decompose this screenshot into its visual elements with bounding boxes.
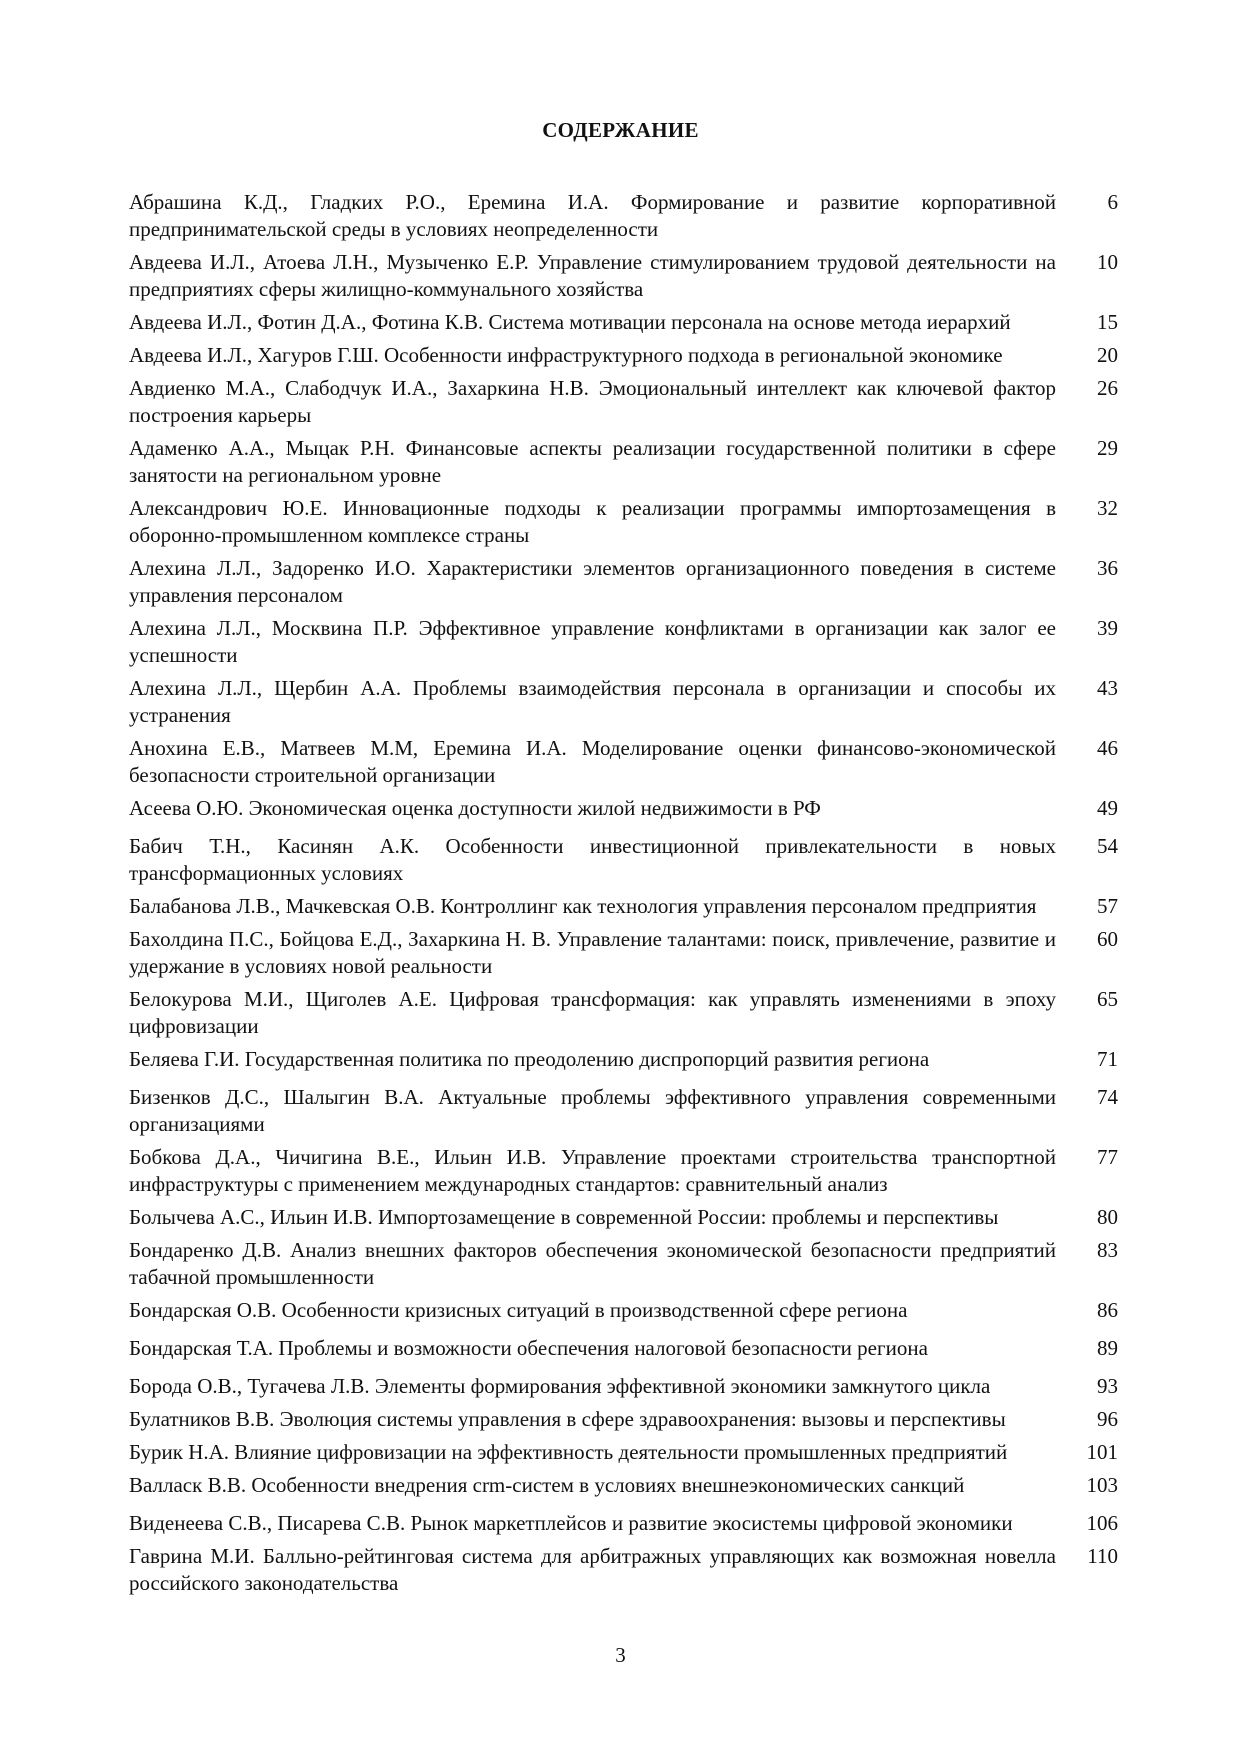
- toc-entry-text: Бондарская О.В. Особенности кризисных ситуаций в производственной сфере региона: [129, 1298, 908, 1322]
- page-title: СОДЕРЖАНИЕ: [542, 118, 699, 142]
- toc-entry: [129, 1204, 1124, 1231]
- toc-entry: [129, 1406, 1124, 1433]
- toc-entry-text: Анохина Е.В., Матвеев М.М, Еремина И.А. Моделирование оценки финансово-экономической безопасности строительной организации: [129, 736, 1056, 787]
- toc-entry-text: Виденеева С.В., Писарева С.В. Рынок маркетплейсов и развитие экосистемы цифровой экономики: [129, 1511, 1013, 1535]
- toc-entry-text: Алехина Л.Л., Москвина П.Р. Эффективное управление конфликтами в организации как залог ее успешности: [129, 616, 1056, 667]
- toc-entry-text: Алехина Л.Л., Щербин А.А. Проблемы взаимодействия персонала в организации и способы их устранения: [129, 676, 1056, 727]
- toc-entry-text: Авдеева И.Л., Атоева Л.Н., Музыченко Е.Р. Управление стимулированием трудовой деятельности на предприятиях сферы жилищно-коммунального хозяйства: [129, 250, 1056, 301]
- toc-entry: [129, 615, 1124, 669]
- toc-entry-page: 96: [1097, 1407, 1118, 1431]
- toc-entry-page: 106: [1086, 1511, 1118, 1535]
- toc-entry-page: 36: [1097, 556, 1118, 580]
- toc-entry: [129, 893, 1124, 920]
- toc-entry-text: Бахолдина П.С., Бойцова Е.Д., Захаркина Н. В. Управление талантами: поиск, привлечение, развитие и удержание в условиях новой реальности: [129, 927, 1056, 978]
- toc-entry-text: Балабанова Л.В., Мачкевская О.В. Контроллинг как технология управления персоналом предприятия: [129, 894, 1037, 918]
- toc-entry-text: Булатников В.В. Эволюция системы управления в сфере здравоохранения: вызовы и перспективы: [129, 1407, 1006, 1431]
- toc-entry-page: 39: [1097, 616, 1118, 640]
- toc-entry: [129, 1472, 1124, 1499]
- toc-entry-text: Бурик Н.А. Влияние цифровизации на эффективность деятельности промышленных предприятий: [129, 1440, 1008, 1464]
- toc-entry: [129, 1144, 1124, 1198]
- toc-entry-page: 74: [1097, 1085, 1118, 1109]
- toc-entry-page: 65: [1097, 987, 1118, 1011]
- toc-entry-text: Бондарская Т.А. Проблемы и возможности обеспечения налоговой безопасности региона: [129, 1336, 928, 1360]
- toc-entry-text: Бобкова Д.А., Чичигина В.Е., Ильин И.В. Управление проектами строительства транспортной инфраструктуры с применением международных стандартов: сравнительный анализ: [129, 1145, 1056, 1196]
- toc-entry: [129, 675, 1124, 729]
- toc-entry-page: 101: [1086, 1440, 1118, 1464]
- toc-entry: [129, 1510, 1124, 1537]
- toc-entry-text: Валласк В.В. Особенности внедрения crm-систем в условиях внешнеэкономических санкций: [129, 1473, 965, 1497]
- toc-entry-text: Борода О.В., Тугачева Л.В. Элементы формирования эффективной экономики замкнутого цикла: [129, 1374, 991, 1398]
- toc-entry-page: 54: [1097, 834, 1118, 858]
- toc-entry: [129, 435, 1124, 489]
- toc-entry: [129, 1297, 1124, 1324]
- toc-entry-page: 93: [1097, 1374, 1118, 1398]
- toc-entry: [129, 1084, 1124, 1138]
- toc-entry-text: Авдеева И.Л., Фотин Д.А., Фотина К.В. Система мотивации персонала на основе метода иерархий: [129, 310, 1011, 334]
- toc-entry: [129, 1237, 1124, 1291]
- toc-entry-page: 110: [1087, 1544, 1118, 1568]
- toc-entry: [129, 309, 1124, 336]
- toc-entry-page: 49: [1097, 796, 1118, 820]
- toc-entry-text: Болычева А.С., Ильин И.В. Импортозамещение в современной России: проблемы и перспективы: [129, 1205, 999, 1229]
- toc-entry-page: 103: [1086, 1473, 1118, 1497]
- toc-entry-page: 20: [1097, 343, 1118, 367]
- toc-entry-page: 71: [1097, 1047, 1118, 1071]
- toc-entry: [129, 189, 1124, 243]
- toc-entry-page: 60: [1097, 927, 1118, 951]
- toc-entry: [129, 926, 1124, 980]
- toc-entry-text: Авдеева И.Л., Хагуров Г.Ш. Особенности инфраструктурного подхода в региональной экономике: [129, 343, 1003, 367]
- toc-entry-page: 46: [1097, 736, 1118, 760]
- toc-entry: [129, 555, 1124, 609]
- toc-entry: [129, 342, 1124, 369]
- toc-entry-page: 15: [1097, 310, 1118, 334]
- toc-entry-text: Адаменко А.А., Мыцак Р.Н. Финансовые аспекты реализации государственной политики в сфере занятости на региональном уровне: [129, 436, 1056, 487]
- toc-entry-text: Абрашина К.Д., Гладких Р.О., Еремина И.А. Формирование и развитие корпоративной предпринимательской среды в условиях неопределенности: [129, 190, 1056, 241]
- toc-entry-text: Бабич Т.Н., Касинян А.К. Особенности инвестиционной привлекательности в новых трансформационных условиях: [129, 834, 1056, 885]
- toc-entry: [129, 1439, 1124, 1466]
- toc-entry-page: 43: [1097, 676, 1118, 700]
- toc-entry: [129, 375, 1124, 429]
- toc-entry: [129, 795, 1124, 822]
- toc-entry: [129, 986, 1124, 1040]
- toc-entry: [129, 249, 1124, 303]
- toc-entry-page: 57: [1097, 894, 1118, 918]
- toc-entry-page: 86: [1097, 1298, 1118, 1322]
- toc-entry-text: Гаврина М.И. Балльно-рейтинговая система для арбитражных управляющих как возможная новелла российского законодательства: [129, 1544, 1056, 1595]
- toc-entry-page: 83: [1097, 1238, 1118, 1262]
- toc-entry: [129, 735, 1124, 789]
- toc-entry: [129, 833, 1124, 887]
- toc-entry-text: Беляева Г.И. Государственная политика по преодолению диспропорций развития региона: [129, 1047, 930, 1071]
- toc-entry-page: 10: [1097, 250, 1118, 274]
- toc-entry-text: Бондаренко Д.В. Анализ внешних факторов обеспечения экономической безопасности предприятий табачной промышленности: [129, 1238, 1056, 1289]
- toc-entry-page: 29: [1097, 436, 1118, 460]
- table-of-contents: [129, 189, 1124, 1603]
- toc-entry-page: 77: [1097, 1145, 1118, 1169]
- toc-entry-text: Асеева О.Ю. Экономическая оценка доступности жилой недвижимости в РФ: [129, 796, 821, 820]
- toc-entry-page: 6: [1107, 190, 1118, 214]
- toc-entry-page: 32: [1097, 496, 1118, 520]
- toc-entry-page: 26: [1097, 376, 1118, 400]
- toc-entry: [129, 1046, 1124, 1073]
- toc-entry: [129, 1335, 1124, 1362]
- page-number: 3: [615, 1643, 626, 1667]
- toc-entry-text: Белокурова М.И., Щиголев А.Е. Цифровая трансформация: как управлять изменениями в эпоху цифровизации: [129, 987, 1056, 1038]
- toc-entry: [129, 495, 1124, 549]
- toc-entry-page: 80: [1097, 1205, 1118, 1229]
- toc-entry-text: Авдиенко М.А., Слабодчук И.А., Захаркина Н.В. Эмоциональный интеллект как ключевой фактор построения карьеры: [129, 376, 1056, 427]
- toc-entry: [129, 1373, 1124, 1400]
- toc-entry: [129, 1543, 1124, 1597]
- toc-entry-text: Бизенков Д.С., Шалыгин В.А. Актуальные проблемы эффективного управления современными организациями: [129, 1085, 1056, 1136]
- toc-entry-page: 89: [1097, 1336, 1118, 1360]
- toc-entry-text: Алехина Л.Л., Задоренко И.О. Характеристики элементов организационного поведения в системе управления персоналом: [129, 556, 1056, 607]
- toc-entry-text: Александрович Ю.Е. Инновационные подходы к реализации программы импортозамещения в оборонно-промышленном комплексе страны: [129, 496, 1056, 547]
